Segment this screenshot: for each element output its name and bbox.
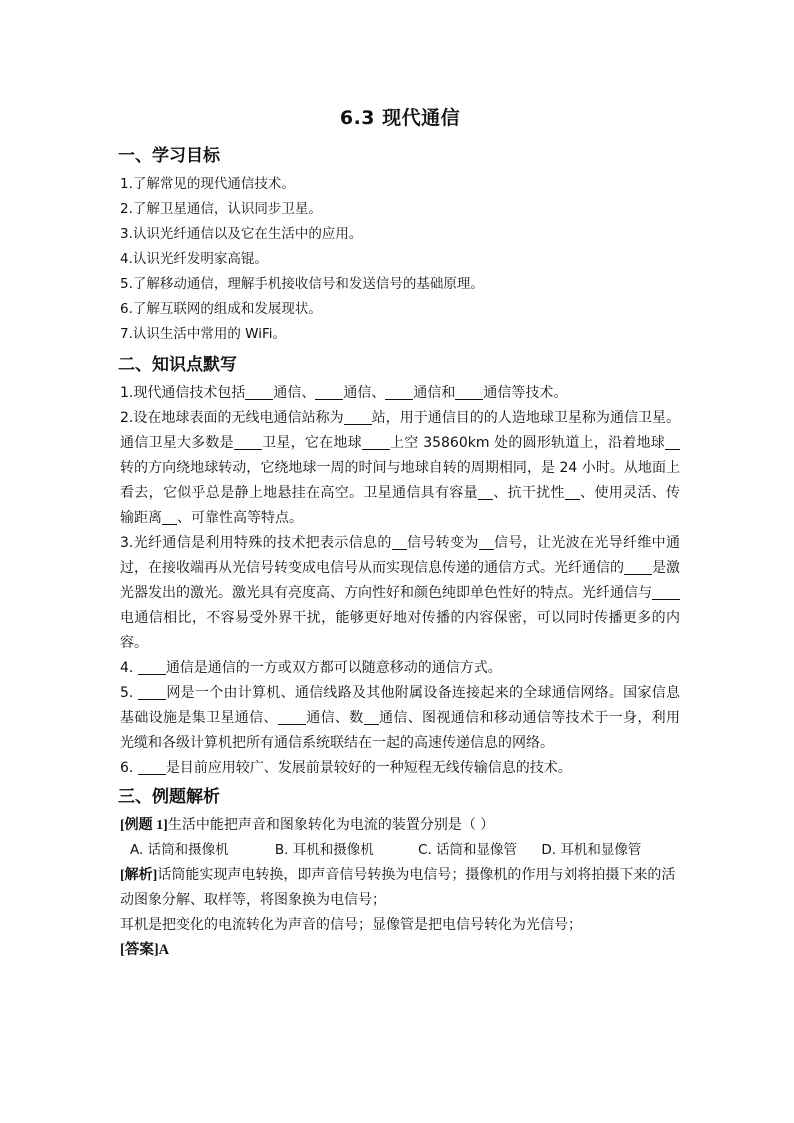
example-question-text: 生活中能把声音和图象转化为电流的装置分别是（ ） (167, 817, 495, 833)
goal-item: 3.认识光纤通信以及它在生活中的应用。 (120, 226, 363, 242)
question-text: 网是一个由计算机、通信线路及其他附属设备连接起来的全球通信网络。国家信息基础设施是集卫星通信、 (120, 685, 681, 726)
question-text: 站，用于通信目的的人造地球卫星称为通信卫星。通信卫星大多数是 (120, 410, 681, 451)
question-text: 通信、图视通信和移动通信等技术于一身，利用光缆和各级计算机把所有通信系统联结在一起的高速传递信息的网络。 (120, 710, 681, 751)
question-text: 通信等技术。 (483, 385, 568, 401)
recall-question-6 (120, 756, 680, 781)
goal-item: 4.认识光纤发明家高锟。 (120, 251, 268, 267)
fill-blank[interactable] (362, 434, 390, 450)
question-text: 是激光器发出的激光。激光具有亮度高、方向性好和颜色纯即单色性好的特点。光纤通信与 (120, 560, 680, 601)
page-title: 6.3 现代通信 (339, 107, 461, 129)
goal-item: 5.了解移动通信，理解手机接收信号和发送信号的基础原理。 (120, 276, 484, 292)
question-text: 4. (120, 660, 138, 676)
recall-question-4 (120, 656, 680, 681)
fill-blank[interactable] (478, 484, 493, 500)
question-text: 5. (120, 685, 139, 701)
example-options (120, 838, 680, 863)
fill-blank[interactable] (665, 434, 680, 450)
option-d[interactable]: D. 耳机和显像管 (541, 842, 642, 858)
question-text: 6. (120, 760, 138, 776)
fill-blank[interactable] (385, 384, 413, 400)
analysis-tag: [解析] (120, 868, 158, 883)
question-text: 通信是通信的一方或双方都可以随意移动的通信方式。 (165, 660, 502, 676)
goals-list (120, 172, 680, 347)
question-text: 卫星，它在地球 (261, 435, 362, 451)
fill-blank[interactable] (392, 534, 407, 550)
question-text: 通信、数 (305, 710, 364, 726)
fill-blank[interactable] (652, 584, 680, 600)
fill-blank[interactable] (138, 684, 166, 700)
fill-blank[interactable] (455, 384, 483, 400)
question-text: 1.现代通信技术包括 (120, 385, 246, 401)
goal-item: 1.了解常见的现代通信技术。 (120, 176, 295, 192)
fill-blank[interactable] (138, 659, 166, 675)
option-c[interactable]: C. 话筒和显像管 (418, 842, 518, 858)
question-text: 、使用灵活、传输距离 (120, 485, 681, 526)
recall-question-5 (120, 681, 680, 756)
question-text: 通信和 (413, 385, 456, 401)
section-heading-examples: 三、例题解析 (118, 787, 220, 807)
goal-item: 6.了解互联网的组成和发展现状。 (120, 301, 322, 317)
fill-blank[interactable] (364, 709, 379, 725)
question-text: 电通信相比，不容易受外界干扰，能够更好地对传播的内容保密，可以同时传播更多的内容。 (120, 610, 680, 651)
example-answer (120, 938, 680, 963)
fill-blank[interactable] (234, 434, 262, 450)
option-a[interactable]: A. 话筒和摄像机 (130, 842, 229, 858)
example-tag: [例题 1] (120, 818, 168, 833)
fill-blank[interactable] (565, 484, 580, 500)
question-text: 、抗干扰性 (492, 485, 565, 501)
document-page (120, 104, 680, 963)
goal-item: 7.认识生活中常用的 WiFi。 (120, 326, 287, 342)
answer-value: A (158, 942, 170, 958)
fill-blank[interactable] (315, 384, 343, 400)
fill-blank[interactable] (344, 409, 372, 425)
answer-tag: [答案] (120, 942, 159, 958)
question-text: 信号，让光波在光导纤维中通过，在接收端再从光信号转变成电信号从而实现信息传递的通信方式。光纤通信的 (120, 535, 681, 576)
question-text: 是目前应用较广、发展前景较好的一种短程无线传输信息的技术。 (165, 760, 572, 776)
fill-blank[interactable] (624, 559, 652, 575)
question-text: 信号转变为 (406, 535, 479, 551)
fill-blank[interactable] (245, 384, 273, 400)
example-analysis-continued: 耳机是把变化的电流转化为声音的信号；显像管是把电信号转化为光信号； (120, 917, 582, 933)
question-text: 2.设在地球表面的无线电通信站称为 (120, 410, 344, 426)
recall-question-1 (120, 381, 680, 406)
example-analysis (120, 863, 680, 913)
goal-item: 2.了解卫星通信，认识同步卫星。 (120, 201, 322, 217)
question-text: 通信、 (343, 385, 386, 401)
question-text: 通信、 (273, 385, 316, 401)
question-text: 、可靠性高等特点。 (177, 510, 303, 526)
question-text: 转的方向绕地球转动，它绕地球一周的时间与地球自转的周期相同，是 24 小时。从地面上看去，它似乎总是静上地悬挂在高空。卫星通信具有容量 (120, 460, 680, 501)
example-question (120, 813, 680, 838)
question-text: 3.光纤通信是利用特殊的技术把表示信息的 (120, 535, 392, 551)
fill-blank[interactable] (278, 709, 306, 725)
recall-question-3 (120, 531, 680, 656)
option-b[interactable]: B. 耳机和摄像机 (274, 842, 374, 858)
section-heading-recall: 二、知识点默写 (118, 355, 237, 375)
section-heading-goals: 一、学习目标 (118, 146, 220, 166)
fill-blank[interactable] (479, 534, 494, 550)
recall-question-2 (120, 406, 680, 531)
question-text: 上空 35860km 处的圆形轨道上，沿着地球 (389, 435, 666, 451)
fill-blank[interactable] (162, 509, 177, 525)
analysis-text: 话筒能实现声电转换，即声音信号转换为电信号；摄像机的作用与刘将拍摄下来的活动图象分解、取样等，将图象换为电信号； (120, 867, 676, 908)
fill-blank[interactable] (138, 759, 166, 775)
